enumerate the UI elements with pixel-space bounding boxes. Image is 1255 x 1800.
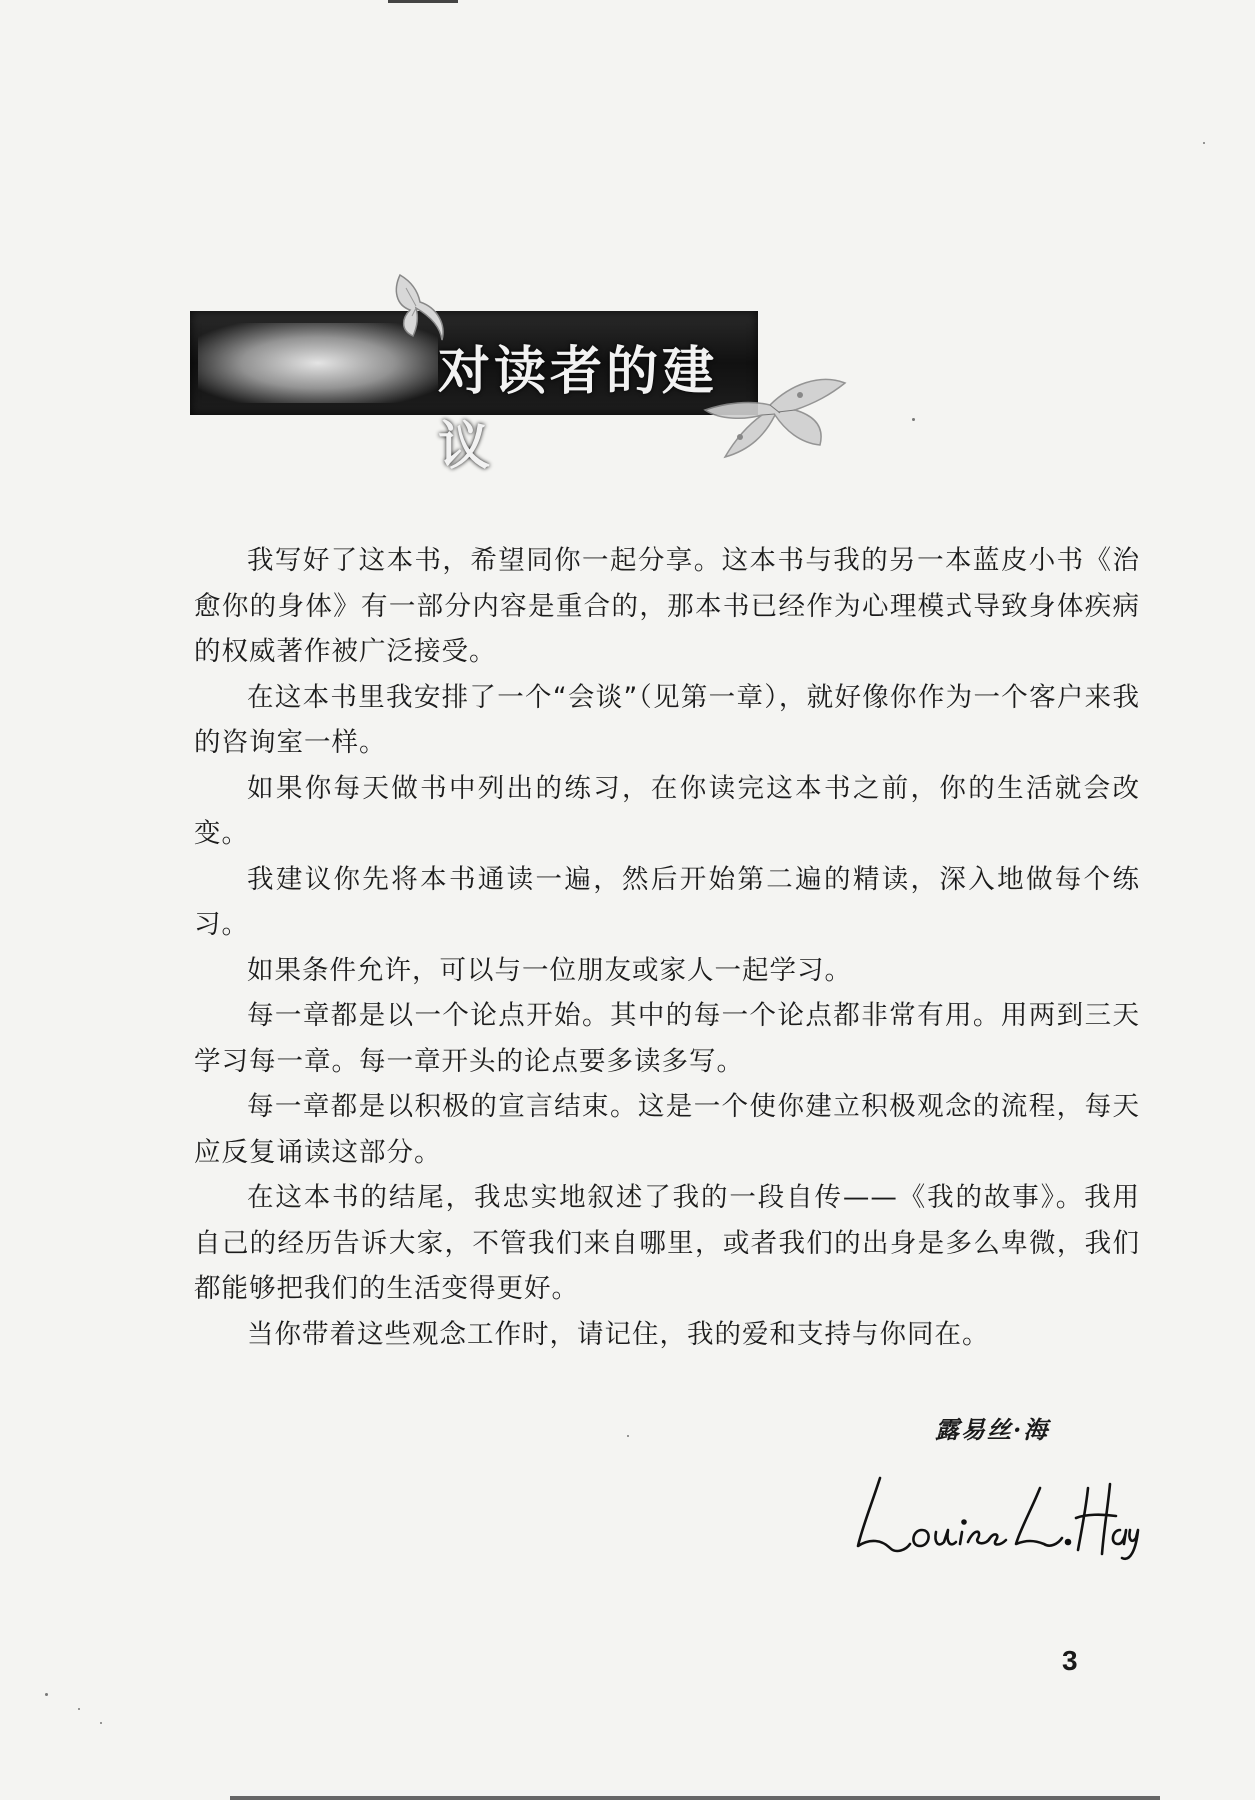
paragraph: 我建议你先将本书通读一遍，然后开始第二遍的精读，深入地做每个练习。 xyxy=(194,863,1140,940)
paragraph: 每一章都是以积极的宣言结束。这是一个使你建立积极观念的流程，每天应反复诵读这部分。 xyxy=(194,1091,1140,1168)
paragraph: 每一章都是以一个论点开始。其中的每一个论点都非常有用。用两到三天学习每一章。每一章开头的论点要多读多写。 xyxy=(194,1000,1140,1077)
scan-speck xyxy=(100,1722,102,1724)
paragraph: 在这本书的结尾，我忠实地叙述了我的一段自传——《我的故事》。我用自己的经历告诉大家，不管我们来自哪里，或者我们的出身是多么卑微，我们都能够把我们的生活变得更好。 xyxy=(194,1182,1140,1304)
scan-speck xyxy=(78,1708,80,1710)
scan-speck xyxy=(912,418,915,421)
author-signature xyxy=(850,1458,1140,1568)
paragraph: 我写好了这本书，希望同你一起分享。这本书与我的另一本蓝皮小书《治愈你的身体》有一部分内容是重合的，那本书已经作为心理模式导致身体疾病的权威著作被广泛接受。 xyxy=(194,545,1140,667)
scan-speck xyxy=(45,1693,48,1696)
paragraph: 在这本书里我安排了一个“会谈”（见第一章），就好像你作为一个客户来我的咨询室一样。 xyxy=(194,681,1140,758)
title-banner xyxy=(190,311,758,477)
scan-edge-top xyxy=(388,0,458,3)
page-number: 3 xyxy=(1062,1645,1078,1676)
butterfly-icon-small xyxy=(388,270,448,345)
butterfly-icon-large xyxy=(700,365,850,465)
scan-speck xyxy=(627,1435,629,1437)
page-title: 对读者的建议 xyxy=(438,341,719,477)
paragraph: 如果你每天做书中列出的练习，在你读完这本书之前，你的生活就会改变。 xyxy=(194,772,1140,849)
body-text xyxy=(194,538,1140,1357)
paragraph: 当你带着这些观念工作时，请记住，我的爱和支持与你同在。 xyxy=(247,1318,990,1350)
scan-edge-bottom xyxy=(230,1796,1160,1800)
scan-speck xyxy=(1203,142,1205,144)
paragraph: 如果条件允许，可以与一位朋友或家人一起学习。 xyxy=(247,954,852,986)
author-name: 露易丝·海 xyxy=(935,1415,1050,1444)
